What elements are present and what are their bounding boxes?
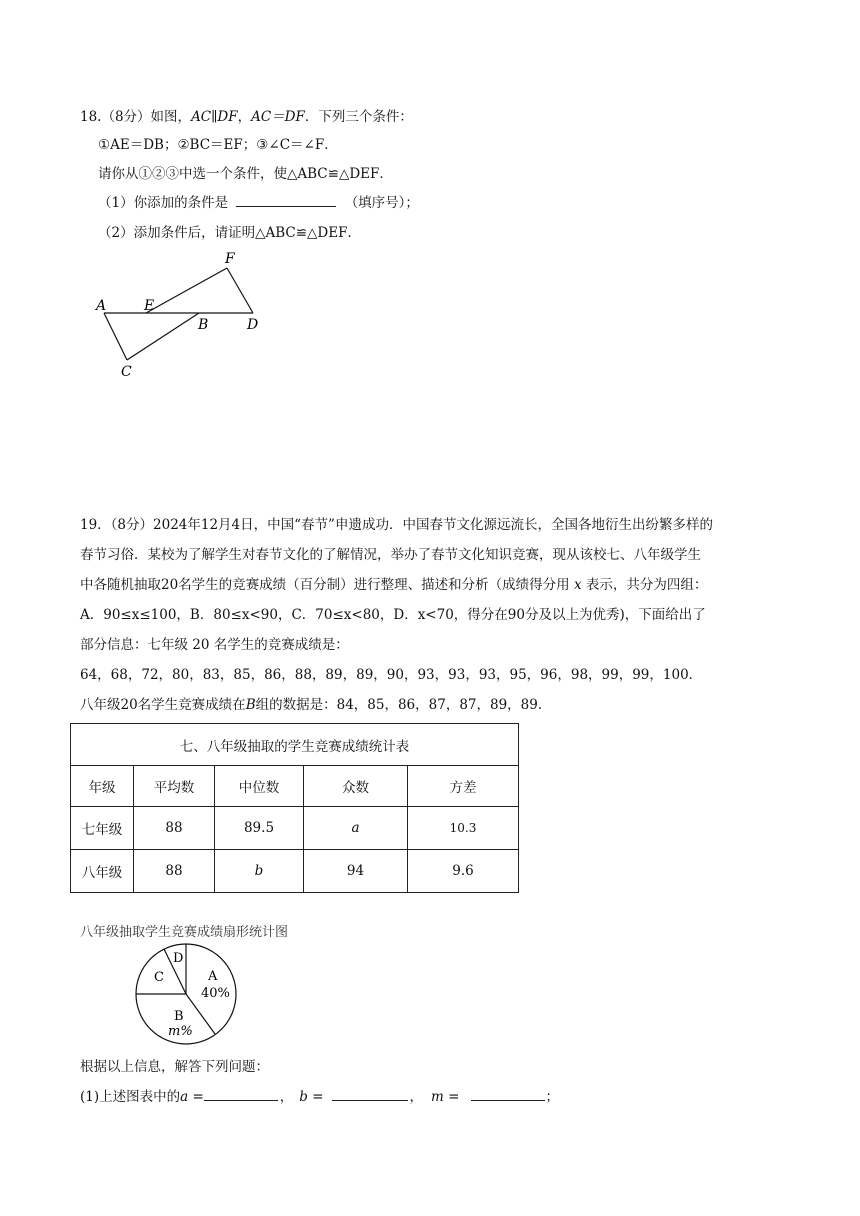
answer-blank-m[interactable]	[471, 1088, 545, 1101]
q19-line3-part-a: 中各随机抽取20名学生的竞赛成绩（百分制）进行整理、描述和分析（成绩得分用	[80, 577, 570, 593]
pie-slice-value-b: m%	[168, 1024, 193, 1039]
table-header-cell: 中位数	[215, 766, 304, 807]
q19-q1-sep1: ，	[279, 1089, 294, 1105]
q18-part1-text: （1）你添加的条件是	[98, 195, 229, 211]
q19-q1-sep2: ，	[409, 1089, 424, 1105]
q19-q1-a-label: a =	[180, 1089, 204, 1105]
stats-table-caption: 七、八年级抽取的学生竞赛成绩统计表	[71, 724, 519, 766]
q19-line7	[80, 696, 551, 714]
table-cell: b	[215, 850, 304, 893]
q19-line2: 春节习俗．某校为了解学生对春节文化的了解情况，举办了春节文化知识竞赛，现从该校七、八年级学生	[80, 547, 701, 563]
q18-instruction: 请你从①②③中选一个条件，使△ABC≌△DEF．	[98, 166, 393, 182]
q19-line7-part-b: 组的数据是：84，85，86，87，87，89，89．	[255, 697, 552, 713]
stats-table	[70, 723, 519, 893]
q19-line6: 64，68，72，80，83，85，86，88，89，89，90，93，93，93，95，96，98，99，99，100．	[80, 667, 703, 683]
q19-line3	[80, 576, 707, 594]
q19-q1-m-label: m =	[431, 1089, 460, 1105]
table-cell: 88	[134, 850, 215, 893]
table-cell: 89.5	[215, 807, 304, 850]
label-A: A	[96, 298, 107, 314]
q19-q1-text: (1)上述图表中的	[80, 1089, 181, 1105]
label-C: C	[121, 364, 132, 380]
q18-part1	[98, 194, 419, 212]
q18-tail: ．下列三个条件：	[304, 109, 413, 125]
q19-line7-part-a: 八年级20名学生竞赛成绩在	[80, 697, 246, 713]
table-header-cell: 方差	[408, 766, 519, 807]
pie-chart-title: 八年级抽取学生竞赛成绩扇形统计图	[80, 925, 289, 940]
table-row	[71, 807, 519, 850]
q18-given-equal: AC＝DF	[251, 109, 305, 125]
q19-line4: A．90≤x≤100，B．80≤x<90，C．70≤x<80，D．x<70，得分在90分及以上为优秀)，下面给出了	[80, 607, 706, 623]
table-header-cell: 年级	[71, 766, 134, 807]
table-header-cell: 众数	[304, 766, 408, 807]
q18-cond2: ；②BC＝EF	[163, 137, 243, 153]
pie-slice-label-c: C	[154, 970, 164, 985]
pie-slice-value-a: 40%	[201, 986, 230, 1001]
table-header-row	[71, 766, 519, 807]
table-row	[71, 850, 519, 893]
q18-sep: ，	[237, 109, 252, 125]
label-E: E	[144, 298, 155, 314]
pie-slice-label-a: A	[208, 969, 218, 984]
q18-cond1: ①AE＝DB	[98, 137, 164, 153]
pie-slice-label-b: B	[174, 1009, 184, 1024]
table-cell: 八年级	[71, 850, 134, 893]
pie-slice-label-d: D	[173, 951, 184, 966]
table-cell: 9.6	[408, 850, 519, 893]
table-cell: 七年级	[71, 807, 134, 850]
q19-line3-var: x	[573, 577, 582, 593]
table-cell: 94	[304, 850, 408, 893]
pie-chart	[130, 940, 250, 1050]
q19-line5: 部分信息：七年级 20 名学生的竞赛成绩是：	[80, 637, 349, 653]
label-D: D	[247, 317, 259, 333]
label-B: B	[198, 317, 209, 333]
q18-geometry-figure	[85, 245, 275, 380]
q18-part1-answer-blank[interactable]	[236, 194, 336, 207]
label-F: F	[225, 251, 235, 267]
q19-q1-b-label: b =	[299, 1089, 324, 1105]
table-cell: 10.3	[408, 807, 519, 850]
q19-prompt: 根据以上信息，解答下列问题：	[80, 1059, 269, 1075]
answer-blank-a[interactable]	[204, 1088, 278, 1101]
table-cell: 88	[134, 807, 215, 850]
q19-line7-var: B	[245, 697, 256, 713]
q19-q1-end: ；	[545, 1089, 559, 1105]
q18-given-parallel: AC∥DF	[191, 109, 238, 125]
q18-cond3: ；③∠C＝∠F．	[242, 137, 338, 153]
q19-line3-part-b: 表示，共分为四组：	[585, 577, 708, 593]
table-cell: a	[304, 807, 408, 850]
q19-question1	[80, 1088, 559, 1106]
q19-line1: 19．（8分）2024年12月4日，中国“春节”申遗成功．中国春节文化源远流长，全国各地衍生出纷繁多样的	[80, 517, 713, 533]
q18-part2: （2）添加条件后，请证明△ABC≌△DEF．	[98, 225, 361, 241]
q18-header: 18.（8分）如图，	[80, 109, 192, 125]
q18-header-line	[80, 108, 413, 126]
table-header-cell: 平均数	[134, 766, 215, 807]
q18-part1-tail: （填序号）；	[344, 195, 419, 211]
q18-conditions	[98, 136, 338, 154]
answer-blank-b[interactable]	[332, 1088, 408, 1101]
